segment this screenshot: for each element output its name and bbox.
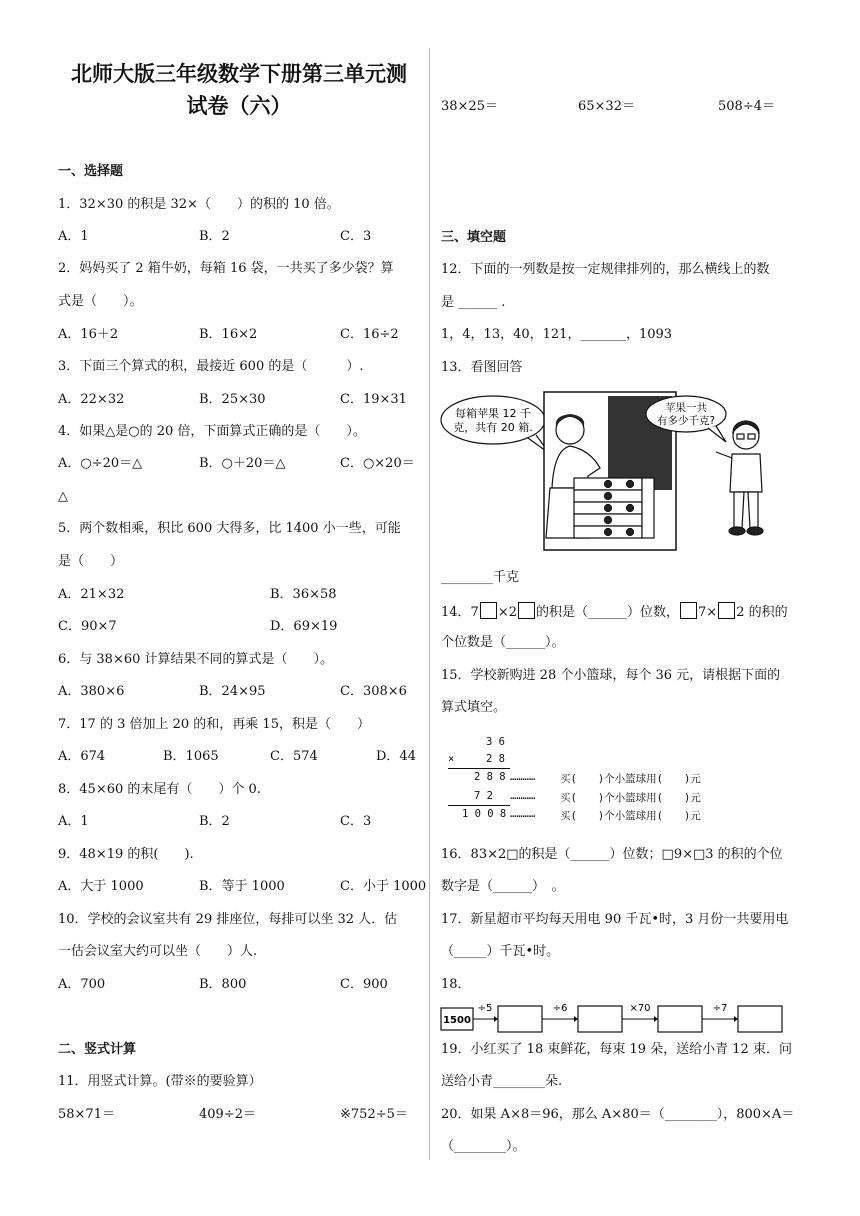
q11-item-2: 409÷2＝ [199, 1107, 256, 1122]
q7-option-c: C．574 [270, 749, 318, 764]
q6-option-b: B．24×95 [199, 684, 266, 699]
bubble-right-line-1: 苹果一共 [665, 402, 707, 414]
q4-option-b: B．○＋20＝△ [199, 456, 286, 471]
q14-blank-box-4[interactable] [718, 602, 735, 619]
q2-option-c: C．16÷2 [340, 327, 399, 342]
question-5-line-2: 是（ ） [58, 554, 124, 569]
q10-option-c: C．900 [340, 977, 388, 992]
flow-start-value: 1500 [443, 1015, 471, 1026]
bubble-left-line-2: 克，共有 20 箱. [453, 421, 533, 434]
calc-buy-2: 买( )个小篮球用( )元 [560, 792, 701, 804]
q4-option-c-tail: △ [58, 489, 68, 504]
q10-option-a: A．700 [58, 977, 106, 992]
q5-option-a: A．21×32 [58, 587, 125, 602]
q1-option-c: C．3 [340, 229, 372, 244]
flow-blank-box-4[interactable] [738, 1006, 782, 1032]
q5-option-c: C．90×7 [58, 619, 117, 634]
question-17-line-1: 17．新星超市平均每天用电 90 千瓦•时，3 月份一共要用电 [441, 912, 789, 927]
question-14-line-2: 个位数是（______）。 [441, 635, 565, 650]
question-17-line-2: （_____）千瓦•时。 [441, 944, 560, 959]
question-2-line-1: 2．妈妈买了 2 箱牛奶，每箱 16 袋，一共买了多少袋？算 [58, 261, 394, 276]
question-19-line-2: 送给小青________朵. [441, 1074, 563, 1089]
question-4: 4．如果△是○的 20 倍，下面算式正确的是（ ）。 [58, 424, 366, 439]
q18-flow-chart [440, 1000, 790, 1034]
question-10-line-1: 10．学校的会议室共有 29 排座位，每排可以坐 32 人．估 [58, 912, 398, 927]
question-6: 6．与 38×60 计算结果不同的算式是（ ）。 [58, 652, 334, 667]
flow-op-4: ÷7 [712, 1003, 728, 1014]
flow-blank-box-1[interactable] [498, 1006, 542, 1032]
q8-option-a: A．1 [58, 814, 89, 829]
q14-part-3: 的积是（______）位数， [536, 605, 680, 620]
question-11: 11．用竖式计算。(带※的要验算） [58, 1074, 262, 1089]
question-13: 13．看图回答 [441, 360, 523, 375]
q3-option-c: C．19×31 [340, 392, 407, 407]
apple-boxes [574, 478, 654, 538]
flow-op-2: ÷6 [552, 1003, 568, 1014]
q4-option-a: A．○÷20＝△ [58, 456, 143, 471]
question-20-line-1: 20．如果 A×8＝96，那么 A×80＝（________），800×A＝ [441, 1107, 795, 1122]
calc-line-2 [448, 805, 510, 806]
question-12-sequence: 1，4，13，40，121，_______，1093 [441, 327, 673, 342]
question-20-line-2: （________）。 [441, 1139, 526, 1154]
question-13-answer: ________千克 [441, 570, 520, 585]
q14-part-1: 14．7 [441, 605, 479, 620]
question-15-line-2: 算式填空。 [441, 700, 507, 715]
section-vertical-calc-title: 二、竖式计算 [58, 1042, 137, 1057]
q14-blank-box-1[interactable] [480, 602, 497, 619]
q14-blank-box-2[interactable] [518, 602, 535, 619]
calc-partial-1: 2 8 8 [474, 771, 506, 783]
q11-item-3: ※752÷5＝ [340, 1107, 408, 1122]
q8-option-c: C．3 [340, 814, 372, 829]
q7-option-b: B．1065 [163, 749, 219, 764]
speech-bubble-left [441, 396, 545, 444]
q5-option-b: B．36×58 [270, 587, 337, 602]
q7-option-d: D．44 [376, 749, 416, 764]
question-10-line-2: 一估会议室大约可以坐（ ）人. [58, 944, 258, 959]
q9-option-c: C．小于 1000 [340, 879, 427, 894]
question-18: 18． [441, 977, 471, 992]
calc-dots-2: ………… [510, 790, 536, 802]
calc-result: 1 0 0 8 [462, 808, 507, 820]
calc-line-1 [448, 768, 510, 769]
q15-vertical-multiplication [444, 734, 744, 830]
question-16-line-2: 数字是（______） 。 [441, 879, 565, 894]
q6-option-c: C．308×6 [340, 684, 407, 699]
calc-partial-2: 7 2 [474, 790, 493, 802]
calc-dots-1: ………… [510, 771, 536, 783]
question-8: 8．45×60 的末尾有（ ）个 0. [58, 782, 261, 797]
q3-option-a: A．22×32 [58, 392, 125, 407]
section-fill-title: 三、填空题 [441, 230, 507, 245]
question-19-line-1: 19．小红买了 18 束鲜花，每束 19 朵，送给小青 12 束．问 [441, 1042, 792, 1057]
section-choice-title: 一、选择题 [58, 164, 124, 179]
question-14-line-1 [441, 602, 788, 622]
q14-blank-box-3[interactable] [680, 602, 697, 619]
title-line-2: 试卷（六） [186, 94, 292, 118]
flow-op-3: ×70 [629, 1003, 651, 1014]
calc-item-1: 38×25＝ [441, 99, 498, 114]
q4-option-c: C．○×20＝ [340, 456, 415, 471]
q14-part-4: 7× [698, 605, 718, 620]
question-5-line-1: 5．两个数相乘，积比 600 大得多，比 1400 小一些，可能 [58, 521, 401, 536]
q9-option-b: B．等于 1000 [199, 879, 285, 894]
calc-multiplier: 2 8 [486, 753, 505, 765]
q7-option-a: A．674 [58, 749, 106, 764]
q10-option-b: B．800 [199, 977, 247, 992]
calc-buy-1: 买( )个小篮球用( )元 [560, 773, 701, 785]
exam-title [44, 58, 434, 122]
calc-item-3: 508÷4＝ [718, 99, 775, 114]
flow-op-1: ÷5 [477, 1003, 493, 1014]
q6-option-a: A．380×6 [58, 684, 125, 699]
q11-item-1: 58×71＝ [58, 1107, 115, 1122]
flow-blank-box-2[interactable] [578, 1006, 622, 1032]
q1-option-b: B．2 [199, 229, 230, 244]
calc-buy-3: 买( )个小篮球用( )元 [560, 810, 701, 822]
bubble-left-line-1: 每箱苹果 12 千 [455, 407, 531, 420]
q9-option-a: A．大于 1000 [58, 879, 144, 894]
q2-option-a: A．16＋2 [58, 327, 119, 342]
bubble-right-line-2: 有多少千克? [656, 415, 716, 427]
question-16-line-1: 16．83×2□的积是（______）位数；□9×□3 的积的个位 [441, 847, 783, 862]
question-12-line-2: 是 ______ . [441, 295, 506, 310]
q14-part-2: ×2 [497, 605, 517, 620]
question-15-line-1: 15．学校新购进 28 个小篮球，每个 36 元，请根据下面的 [441, 668, 781, 683]
question-3: 3．下面三个算式的积，最接近 600 的是（ ）. [58, 359, 364, 374]
calc-item-2: 65×32＝ [578, 99, 635, 114]
calc-dots-3: ………… [510, 808, 536, 820]
question-12-line-1: 12．下面的一列数是按一定规律排列的，那么横线上的数 [441, 262, 770, 277]
q1-option-a: A．1 [58, 229, 89, 244]
question-1: 1．32×30 的积是 32×（ ）的积的 10 倍。 [58, 197, 340, 212]
column-divider [429, 48, 430, 1160]
q2-option-b: B．16×2 [199, 327, 258, 342]
q5-option-d: D．69×19 [270, 619, 338, 634]
question-7: 7．17 的 3 倍加上 20 的和，再乘 15，积是（ ） [58, 717, 370, 732]
question-9: 9．48×19 的积( ). [58, 847, 194, 862]
q14-part-5: 2 的积的 [736, 605, 788, 620]
calc-operator: × [448, 753, 455, 765]
title-line-1: 北师大版三年级数学下册第三单元测 [71, 62, 407, 86]
q8-option-b: B．2 [199, 814, 230, 829]
q13-illustration [440, 388, 784, 556]
calc-multiplicand: 3 6 [486, 736, 505, 748]
question-2-line-2: 式是（ ）。 [58, 294, 143, 309]
flow-blank-box-3[interactable] [658, 1006, 702, 1032]
q3-option-b: B．25×30 [199, 392, 266, 407]
